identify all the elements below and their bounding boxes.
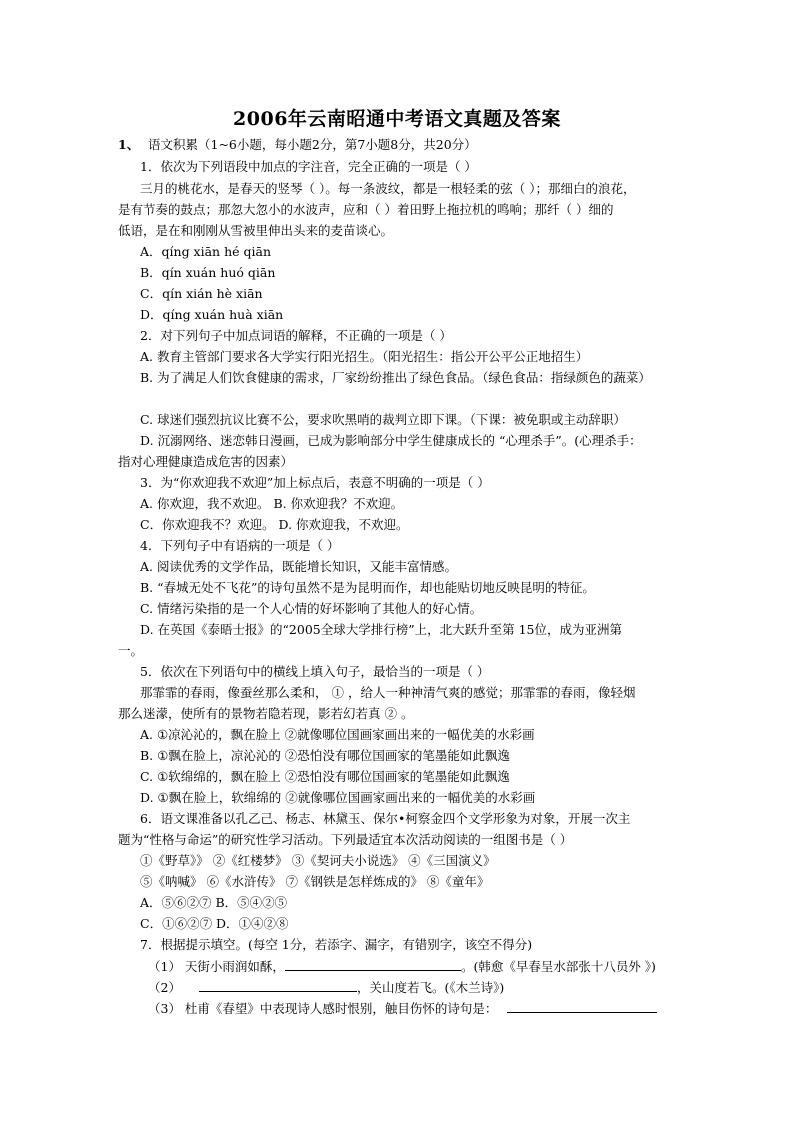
q2-option-a: A. 教育主管部门要求各大学实行阳光招生。（阳光招生：指公开公平公正地招生） xyxy=(140,349,589,364)
fill-blank[interactable] xyxy=(507,1000,657,1013)
page-title: 2006年云南昭通中考语文真题及答案 xyxy=(233,108,561,130)
section-number: 1、 xyxy=(118,137,140,152)
q7-item-3-prompt: （3） 杜甫《春望》中表现诗人感时恨别，触目伤怀的诗句是： xyxy=(148,1001,498,1016)
q7-item-2 xyxy=(148,979,504,996)
q7-item-1-prompt: （1） 天街小雨润如酥， xyxy=(148,959,285,974)
q7-item-1-source: 。(韩愈《早春呈水部张十八员外 》) xyxy=(460,959,656,974)
q6-book-list: ⑤《呐喊》 ⑥《水浒传》 ⑦《钢铁是怎样炼成的》 ⑧《童年》 xyxy=(140,874,490,889)
q6-book-list: ①《野草》》 ②《红楼梦》 ③《契诃夫小说选》 ④《三国演义》 xyxy=(140,853,496,868)
q1-option-d: D．qíng xuán huà xiān xyxy=(140,307,284,322)
fill-blank[interactable] xyxy=(199,979,357,992)
q7-item-2-number: （2） xyxy=(148,980,181,995)
q5-option-a: A. ①凉沁沁的，飘在脸上 ②就像哪位国画家画出来的一幅优美的水彩画 xyxy=(140,727,535,742)
q7-item-2-source: ，关山度若飞。(《木兰诗》) xyxy=(356,980,505,995)
q1-option-a: A．qíng xiān hé qiān xyxy=(140,244,271,259)
q2-option-c: C. 球迷们强烈抗议比赛不公，要求吹黑哨的裁判立即下课。（下课：被免职或主动辞职） xyxy=(140,412,626,427)
fill-blank[interactable] xyxy=(285,958,461,971)
q5-option-c: C. ①软绵绵的，飘在脸上 ②恐怕没有哪位国画家的笔墨能如此飘逸 xyxy=(140,769,510,784)
q4-option-d-cont: 一。 xyxy=(118,643,144,658)
q2-option-d: D. 沉溺网络、迷恋韩日漫画，已成为影响部分中学生健康成长的 “心理杀手”。(心理杀手： xyxy=(140,433,642,448)
q5-option-b: B. ①飘在脸上，凉沁沁的 ②恐怕没有哪位国画家的笔墨能如此飘逸 xyxy=(140,748,510,763)
q5-stem: 5．依次在下列语句中的横线上填入句子，最恰当的一项是（ ） xyxy=(140,664,490,679)
q1-passage-line: 是有节奏的鼓点；那忽大忽小的水波声，应和（ ）着田野上拖拉机的鸣响；那纤（ ）细的 xyxy=(118,202,614,217)
q3-stem: 3．为“你欢迎我不欢迎”加上标点后，表意不明确的一项是（ ） xyxy=(140,475,490,490)
section-heading: 语文积累（1~6小题，每小题2分，第7小题8分，共20分） xyxy=(148,137,477,152)
q4-option-b: B. “春城无处不飞花”的诗句虽然不是为昆明而作，却也能贴切地反映昆明的特征。 xyxy=(140,580,595,595)
q1-passage-line: 低语，是在和刚刚从雪被里伸出头来的麦苗谈心。 xyxy=(118,223,394,238)
q4-option-a: A. 阅读优秀的文学作品，既能增长知识，又能丰富情感。 xyxy=(140,559,457,574)
q1-passage-line: 三月的桃花水，是春天的竖琴（ ）。每一条波纹，都是一根轻柔的弦（ ）；那细白的浪花， xyxy=(140,181,636,196)
q3-options-ab: A. 你欢迎，我不欢迎。 B. 你欢迎我？不欢迎。 xyxy=(140,496,404,511)
q3-options-cd: C．你欢迎我不？欢迎。 D. 你欢迎我，不欢迎。 xyxy=(140,517,409,532)
q6-stem-cont: 题为“性格与命运”的研究性学习活动。下列最适宜本次活动阅读的一组图书是（ ） xyxy=(118,832,573,847)
q7-item-3 xyxy=(148,1000,657,1017)
q7-item-1 xyxy=(148,958,656,975)
q4-option-d: D. 在英国《泰晤士报》的“2005全球大学排行榜”上，北大跃升至第 15位，成为亚洲第 xyxy=(140,622,622,637)
q6-options-cd: C．①⑥②⑦ D．①④②⑧ xyxy=(140,916,289,931)
q4-stem: 4．下列句子中有语病的一项是（ ） xyxy=(140,538,340,553)
q1-option-b: B．qín xuán huó qiān xyxy=(140,265,276,280)
q2-option-b: B. 为了满足人们饮食健康的需求，厂家纷纷推出了绿色食品。（绿色食品：指绿颜色的蔬菜） xyxy=(140,370,651,385)
q1-option-c: C．qín xián hè xiān xyxy=(140,286,263,301)
q5-option-d: D. ①飘在脸上，软绵绵的 ②就像哪位国画家画出来的一幅优美的水彩画 xyxy=(140,790,536,805)
q4-option-c: C. 情绪污染指的是一个人心情的好坏影响了其他人的好心情。 xyxy=(140,601,483,616)
q5-passage-line: 那么迷濛，使所有的景物若隐若现，影若幻若真 ② 。 xyxy=(118,706,414,721)
q5-passage-line: 那霏霏的春雨，像蚕丝那么柔和， ① ，给人一种神清气爽的感觉；那霏霏的春雨，像轻烟 xyxy=(140,685,636,700)
q1-stem: 1．依次为下列语段中加点的字注音，完全正确的一项是（ ） xyxy=(140,159,477,174)
q7-stem: 7．根据提示填空。(每空 1分，若添字、漏字，有错别字，该空不得分) xyxy=(140,937,533,952)
q2-option-d-cont: 指对心理健康造成危害的因素） xyxy=(118,454,294,469)
q2-stem: 2．对下列句子中加点词语的解释，不正确的一项是（ ） xyxy=(140,328,452,343)
q6-stem: 6．语文课准备以孔乙己、杨志、林黛玉、保尔•柯察金四个文学形象为对象，开展一次主 xyxy=(140,811,631,826)
q6-options-ab: A．⑤⑥②⑦ B．⑤④②⑤ xyxy=(140,895,288,910)
